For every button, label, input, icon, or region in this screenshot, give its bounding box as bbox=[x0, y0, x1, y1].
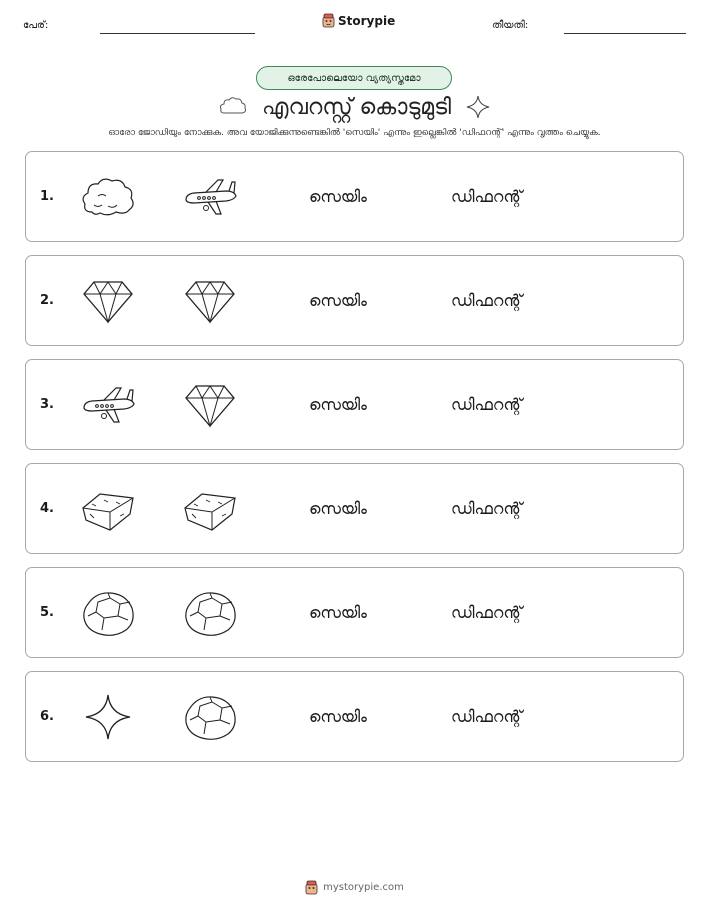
same-option[interactable]: സെയിം bbox=[309, 186, 367, 206]
instructions: ഓരോ ജോഡിയും നോക്കുക. അവ യോജിക്കുന്നുണ്ടെങ്കിൽ 'സെയിം' എന്നും ഇല്ലെങ്കിൽ 'ഡിഫറന്റ്' എന്നും വൃത്തം ചെയ്യുക. bbox=[108, 128, 601, 138]
date-label: തീയതി: bbox=[492, 20, 529, 31]
airplane-icon bbox=[182, 172, 238, 222]
different-option[interactable]: ഡിഫറന്റ് bbox=[451, 706, 523, 726]
date-input-line[interactable] bbox=[564, 33, 686, 34]
title-row bbox=[0, 92, 709, 122]
same-option[interactable]: സെയിം bbox=[309, 394, 367, 414]
boulder-icon bbox=[80, 588, 136, 638]
question-number: 6. bbox=[40, 709, 54, 724]
same-option[interactable]: സെയിം bbox=[309, 706, 367, 726]
storypie-mascot-icon bbox=[305, 880, 318, 895]
question-card bbox=[25, 359, 684, 450]
boulder-icon bbox=[182, 692, 238, 742]
same-option[interactable]: സെയിം bbox=[309, 602, 367, 622]
name-label: പേര്: bbox=[23, 20, 49, 31]
footer-url: mystorypie.com bbox=[323, 882, 404, 893]
cloud-icon bbox=[218, 95, 248, 119]
boulder-icon bbox=[182, 588, 238, 638]
page-title: എവറസ്റ്റ് കൊടുമുടി bbox=[262, 94, 451, 120]
question-number: 1. bbox=[40, 189, 54, 204]
question-card bbox=[25, 567, 684, 658]
worksheet-type-badge: ഒരേപോലെയോ വ്യത്യസ്തമോ bbox=[256, 66, 452, 90]
same-option[interactable]: സെയിം bbox=[309, 498, 367, 518]
different-option[interactable]: ഡിഫറന്റ് bbox=[451, 290, 523, 310]
diamond-icon bbox=[80, 276, 136, 326]
question-card bbox=[25, 463, 684, 554]
storypie-logo bbox=[322, 13, 395, 28]
footer bbox=[0, 880, 709, 895]
different-option[interactable]: ഡിഫറന്റ് bbox=[451, 498, 523, 518]
airplane-icon bbox=[80, 380, 136, 430]
question-card bbox=[25, 151, 684, 242]
diamond-icon bbox=[182, 276, 238, 326]
name-input-line[interactable] bbox=[100, 33, 255, 34]
same-option[interactable]: സെയിം bbox=[309, 290, 367, 310]
rock-slab-icon bbox=[182, 484, 238, 534]
storypie-mascot-icon bbox=[322, 13, 335, 28]
question-number: 5. bbox=[40, 605, 54, 620]
different-option[interactable]: ഡിഫറന്റ് bbox=[451, 186, 523, 206]
different-option[interactable]: ഡിഫറന്റ് bbox=[451, 394, 523, 414]
rock-slab-icon bbox=[80, 484, 136, 534]
cloud-icon bbox=[80, 172, 136, 222]
question-number: 3. bbox=[40, 397, 54, 412]
sparkle-icon bbox=[80, 692, 136, 742]
diamond-icon bbox=[182, 380, 238, 430]
question-number: 4. bbox=[40, 501, 54, 516]
brand-name: Storypie bbox=[338, 13, 396, 28]
question-number: 2. bbox=[40, 293, 54, 308]
different-option[interactable]: ഡിഫറന്റ് bbox=[451, 602, 523, 622]
question-card bbox=[25, 255, 684, 346]
sparkle-icon bbox=[465, 94, 491, 120]
question-card bbox=[25, 671, 684, 762]
